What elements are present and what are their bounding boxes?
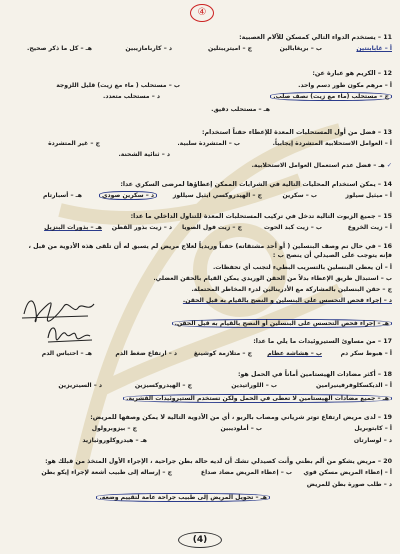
q14-options <box>12 192 392 200</box>
question-15: 15 – جميع الزيوت التالية تدخل في تركيب المستحلبات المعدة للتناول الداخلي ما عدا: <box>130 213 392 220</box>
q16-option-e: هـ – إجراء فحص التحسس على البنسلين أو النصح بالقيام به قبل الحقن. <box>172 320 392 327</box>
q16-option-c: ج – حقن البنسلين بالمشاركة مع الأدرينالين لدرء المخاطر المحتملة. <box>191 286 392 293</box>
q14-option-d: د – سكرين صودي <box>99 192 157 199</box>
q20-options-row1 <box>12 469 392 477</box>
q19-option-e: هـ – هيدروكلوروثيازيد <box>82 437 147 444</box>
q12-option-d: د – مستحلب متعدد. <box>103 93 160 100</box>
q17-option-e: هـ – احتباس الدم <box>41 350 92 357</box>
question-16: 16 – في حال تم وصف البنسلين ( أو أحد مشتقاته) حقناً وريدياً لعلاج مريض لم يسبق له أن تلقى هذه الأدوية من قبل ، <box>28 243 392 250</box>
q11-option-c: ج – اميتريبتلين <box>207 45 252 52</box>
question-13: 13 – فضل من أول المستحلبات المعدة للإعطاء حقناً استخدام: <box>202 129 392 136</box>
q20-option-c: ج – إرساله إلى طبيب أشعة لإجراء إيكو بطن <box>41 469 172 476</box>
q15-option-e: هـ – بذورات البنزيل <box>44 224 102 231</box>
q17-option-d: د – ارتفاع ضغط الدم <box>115 350 177 357</box>
q18-option-b: ب – اللوراتيدين <box>231 382 277 389</box>
question-19: 19 – لدى مريض ارتفاع توتر شرياني ومصاب بالربو ، أي من الأدوية التالية لا يمكن وصفها للمريض: <box>90 414 392 421</box>
q18-option-d: د – السيتريزين <box>58 382 102 389</box>
q12-option-e: هـ – مستحلب دقيق. <box>211 106 270 113</box>
q12-option-c: ج – مستحلب (ماء مع زيت) نصف صلب. <box>270 93 392 100</box>
q18-option-e: هـ – جميع مضادات الهيستامين لا تعطى في الحمل ولكن تستخدم الستيروئيدات القشرية. <box>123 395 392 402</box>
page-number-bottom: (4) <box>178 532 222 548</box>
q19-option-b: ب – أملوديبين <box>220 425 262 432</box>
q11-option-d: د – كاربامازيبين <box>125 45 172 52</box>
q15-options <box>12 224 392 232</box>
question-12: 12 – الكريم هو عبارة عن: <box>312 70 392 77</box>
question-11: 11 – يستخدم الدواء التالي كمسكن للآلام العصبية: <box>239 34 392 41</box>
q15-option-a: أ – زيت الخروع <box>347 224 392 231</box>
q12-option-a: أ – مرهم مكون طور دسم واحد. <box>298 82 392 89</box>
q19-option-d: د – لوسارتان <box>353 437 392 444</box>
q11-option-e: هـ – كل ما ذكر صحيح. <box>27 45 92 52</box>
q17-option-a: أ – هبوط سكر دم <box>340 350 392 357</box>
q13-option-b: ب – المتشردة سلبية. <box>177 140 240 147</box>
q17-options <box>12 350 392 358</box>
q14-option-b: ب – سكرين <box>282 192 317 199</box>
q19-options-row2 <box>12 437 392 445</box>
q13-option-d: د – ثنائية الشحنة. <box>118 151 170 158</box>
question-16-line2: فإنه يتوجب على الصيدلي أن ينصح ب : <box>272 252 392 259</box>
q18-options <box>12 382 392 390</box>
q13-option-c: ج – غير المتشردة <box>48 140 100 147</box>
q16-option-a: أ – أن يعطى البنسلين بالتسريب البطيء لتجنب أي تحفظات. <box>212 264 392 271</box>
q11-option-b: ب – بريغابالين <box>279 45 322 52</box>
q15-option-d: د – زيت بذور القطن <box>111 224 172 231</box>
question-20: 20 – مريض يشكو من ألم بطني وأنت كصيدلي تشك أن لديه حالة بطن جراحية ، الإجراء الأول المتخذ من قبلك هو: <box>45 458 392 465</box>
q20-option-d: د – طلب صورة بطن للمريض <box>306 481 392 488</box>
q13-option-a: أ – العوامل الاستحلابية المتشردة إيجابياً. <box>272 140 392 147</box>
q11-options <box>12 45 392 53</box>
q19-option-a: أ – كابتوبريل <box>354 425 392 432</box>
q15-option-c: ج – زيت فول الصويا <box>181 224 242 231</box>
question-17: 17 – من مساوئ الستيروئيدات ما يلي ما عدا: <box>253 338 392 345</box>
q19-option-c: ج – بيزوبرولول <box>91 425 137 432</box>
q11-option-a: أ – غابابنتين <box>356 45 392 52</box>
q14-option-e: هـ – أسبارتام <box>42 192 82 199</box>
q16-option-d: د – إجراء فحص التحسس على البنسلين و النصح بالقيام به قبل الحقن. <box>182 297 392 304</box>
q13-option-e: ✓ هـ – فضل عدم استعمال العوامل الاستحلابية. <box>251 162 392 169</box>
q14-option-c: ج – الهيدروكسي ايثيل سيللوز <box>172 192 262 199</box>
page-number-top: ④ <box>190 4 214 22</box>
question-14: 14 – يمكن استخدام المحليات التالية في الشرابات الممكن إعطاؤها لمرضى السكري عدا: <box>120 181 392 188</box>
q16-option-b: ب – استبدال طريق الإعطاء بدلاً من الحقن الوريدي يمكن القيام بالحقن العضلي. <box>153 275 392 282</box>
q15-option-b: ب – زيت كبد الحوت <box>263 224 322 231</box>
q20-option-e: هـ – تحويل المريض إلى طبيب جراحة عامة لتقييم وضعه. <box>96 494 270 501</box>
q18-option-a: أ – الديكسكلوفرفينيرامين <box>315 382 392 389</box>
q14-option-a: أ – ميثيل سيلوز <box>345 192 392 199</box>
question-18: 18 – أكثر مضادات الهيستامين أماناً في الحمل هو: <box>237 371 392 378</box>
q20-option-b: ب – إعطاء المريض مضاد صداع <box>200 469 292 476</box>
q20-option-a: أ – إعطاء المريض مسكن قوي <box>303 469 392 476</box>
q17-option-b: ب – هشاشة عظام <box>267 350 322 357</box>
q12-option-b: ب – مستحلب ( ماء مع زيت) قليل اللزوجة <box>56 82 180 89</box>
q17-option-c: ج – متلازمة كوشينغ <box>193 350 252 357</box>
q18-option-c: ج – الهيدروكسيزين <box>134 382 192 389</box>
q19-options-row1 <box>12 425 392 433</box>
